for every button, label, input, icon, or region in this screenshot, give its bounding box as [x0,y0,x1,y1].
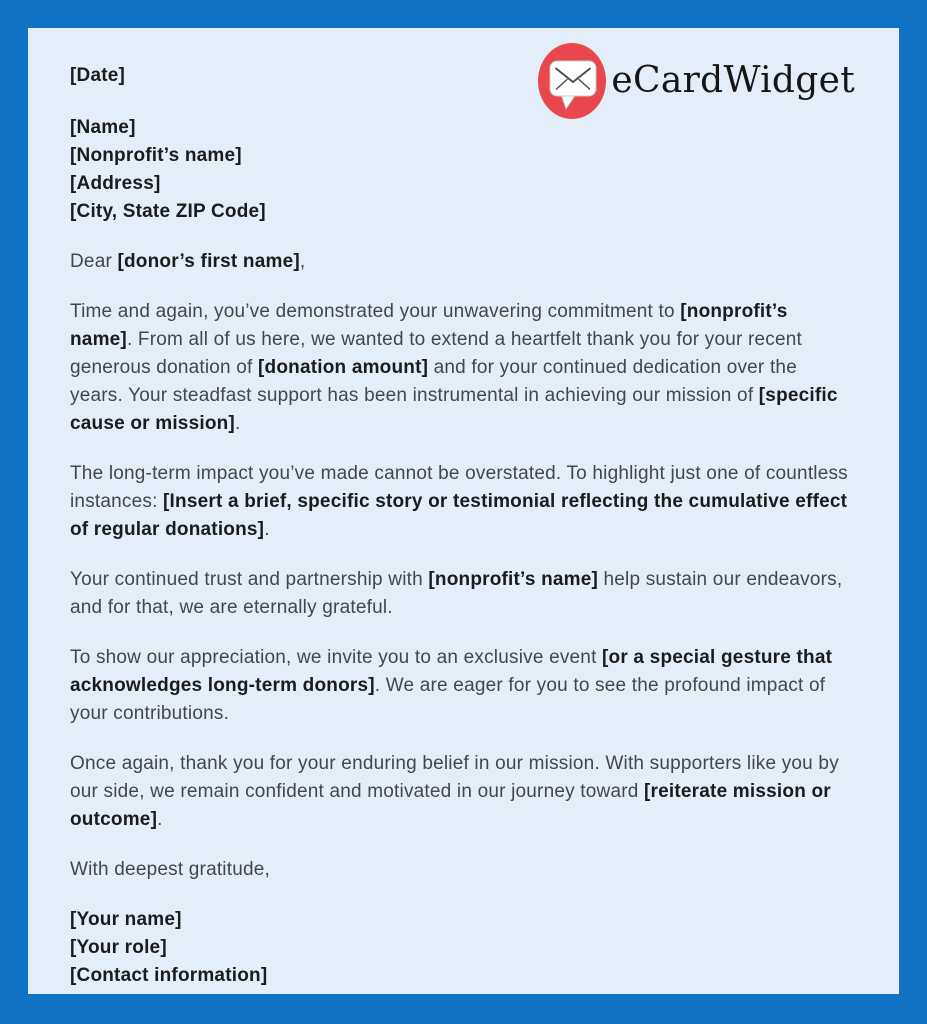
letter-text: Once again, thank you for your enduring belief in our mission. With supporters like you by our side, we remain confident and motivated in our journey toward [70,753,839,802]
letter-text: . [264,519,270,540]
paragraph-thanks [70,750,855,834]
ecardwidget-logo [537,42,855,120]
recipient-name-line: [Name] [70,117,136,138]
placeholder-token: [Insert a brief, specific story or testimonial reflecting the cumulative effect of regular donations] [70,491,848,540]
letter-text: . We are eager for you to see the profound impact of your contributions. [70,675,826,724]
recipient-city-line: [City, State ZIP Code] [70,201,266,222]
signature-contact-line: [Contact information] [70,965,268,986]
placeholder-token: [specific cause or mission] [70,385,838,434]
recipient-block [70,114,855,226]
placeholder-token: [donor’s first name] [117,251,300,272]
letter-text: Time and again, you’ve demonstrated your unwavering commitment to [70,301,681,322]
letter-text: . From all of us here, we wanted to extend a heartfelt thank you for your recent generous donation of [70,329,802,378]
letter-page [28,28,899,994]
paragraph-trust [70,566,855,622]
letter-text: To show our appreciation, we invite you to an exclusive event [70,647,603,668]
placeholder-token: [reiterate mission or outcome] [70,781,831,830]
placeholder-token: [donation amount] [258,357,429,378]
letter-text: Dear [70,251,118,272]
paragraph-commitment [70,298,855,438]
recipient-address-line: [Address] [70,173,161,194]
letter-text: help sustain our endeavors, and for that, we are eternally grateful. [70,569,843,618]
envelope-speech-bubble-icon [537,42,607,120]
letter-text: The long-term impact you’ve made cannot be overstated. To highlight just one of countless instances: [70,463,848,512]
signature-role-line: [Your role] [70,937,167,958]
logo-brand-text: eCardWidget [611,60,855,101]
date-line: [Date] [70,65,126,86]
placeholder-token: [nonprofit’s name] [70,301,788,350]
paragraph-appreciation [70,644,855,728]
placeholder-token: [nonprofit’s name] [428,569,599,590]
letter-text: Your continued trust and partnership with [70,569,429,590]
paragraph-impact [70,460,855,544]
letter-text: , [299,251,306,272]
letter-text: and for your continued dedication over the years. Your steadfast support has been instrumental in achieving our mission of [70,357,797,406]
letter-text: . [234,413,241,434]
placeholder-token: [or a special gesture that acknowledges long-term donors] [70,647,833,696]
signature-name-line: [Your name] [70,909,182,930]
signature-block [70,906,855,990]
closing-line: With deepest gratitude, [70,859,270,880]
letter-text: . [157,809,163,830]
salutation [70,248,855,276]
recipient-nonprofit-line: [Nonprofit’s name] [70,145,242,166]
